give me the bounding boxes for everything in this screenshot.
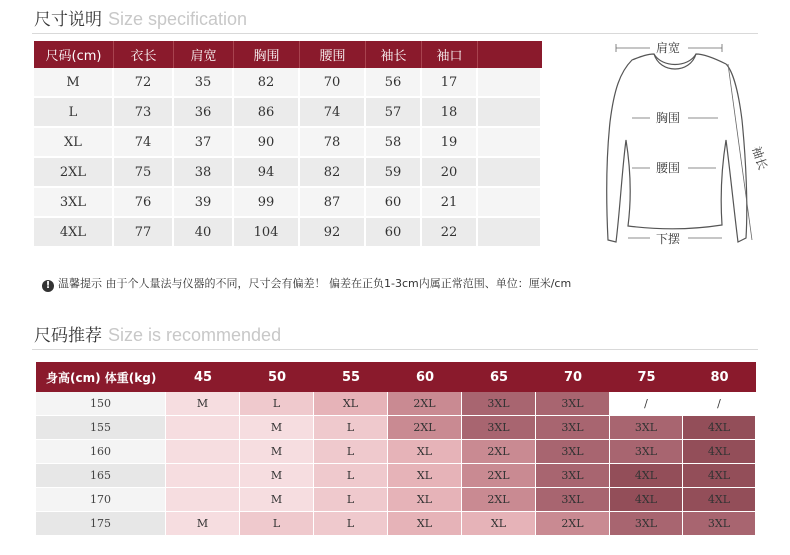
rec-height-cell: 175 [36, 512, 166, 536]
rec-size-cell: M [240, 464, 314, 488]
rec-size-cell: L [240, 512, 314, 536]
spec-value-cell: 36 [174, 98, 234, 128]
rec-weight-header: 80 [683, 362, 756, 392]
spec-header-cell: 衣长 [114, 41, 174, 68]
rec-size-cell: / [683, 392, 756, 416]
shirt-outline [607, 54, 747, 242]
rec-size-cell [166, 440, 240, 464]
rec-weight-header: 50 [240, 362, 314, 392]
rec-size-cell: 2XL [388, 392, 462, 416]
rec-size-cell: 2XL [536, 512, 610, 536]
spec-value-cell: 104 [234, 218, 300, 248]
spec-value-cell: 74 [114, 128, 174, 158]
spec-header-row [34, 41, 542, 68]
rec-size-cell: 3XL [610, 512, 683, 536]
spec-value-cell: 58 [366, 128, 422, 158]
spec-header-cell: 胸围 [234, 41, 300, 68]
spec-value-cell: 57 [366, 98, 422, 128]
rec-size-cell: 2XL [388, 416, 462, 440]
rec-size-cell: XL [314, 392, 388, 416]
rec-size-cell: 4XL [683, 488, 756, 512]
spec-header-cell: 袖口 [422, 41, 478, 68]
rec-size-cell [166, 488, 240, 512]
rec-size-cell: 3XL [536, 464, 610, 488]
rec-row [36, 440, 756, 464]
spec-value-cell: 19 [422, 128, 478, 158]
rec-size-cell: XL [388, 512, 462, 536]
rec-height-cell: 155 [36, 416, 166, 440]
spec-value-cell: 82 [234, 68, 300, 98]
rec-size-cell [166, 464, 240, 488]
rec-size-cell: 3XL [536, 488, 610, 512]
rec-size-cell: 3XL [462, 392, 536, 416]
size-recommend-title [34, 321, 281, 346]
rec-size-cell: M [240, 488, 314, 512]
rec-size-cell: M [166, 512, 240, 536]
rec-weight-header: 60 [388, 362, 462, 392]
spec-header-cell: 肩宽 [174, 41, 234, 68]
rec-height-cell: 150 [36, 392, 166, 416]
rec-size-cell: 3XL [610, 416, 683, 440]
spec-value-cell: 35 [174, 68, 234, 98]
spec-value-cell: 92 [300, 218, 366, 248]
rec-size-cell: 4XL [683, 464, 756, 488]
rec-size-cell: XL [388, 464, 462, 488]
rec-size-cell: XL [388, 440, 462, 464]
spec-value-cell: 18 [422, 98, 478, 128]
spec-value-cell: 75 [114, 158, 174, 188]
rec-size-cell: M [240, 440, 314, 464]
rec-weight-header: 55 [314, 362, 388, 392]
size-note [42, 275, 571, 292]
spec-value-cell: 94 [234, 158, 300, 188]
spec-header-cell: 袖长 [366, 41, 422, 68]
spec-value-cell: 38 [174, 158, 234, 188]
rec-size-cell [166, 416, 240, 440]
rec-size-cell: 2XL [462, 440, 536, 464]
rec-weight-header: 70 [536, 362, 610, 392]
diagram-label-hem: 下摆 [656, 232, 681, 246]
rec-size-cell: L [314, 464, 388, 488]
size-spec-title-cn: 尺寸说明 [34, 10, 102, 30]
size-spec-title [34, 5, 247, 30]
spec-value-cell: 17 [422, 68, 478, 98]
size-recommend-title-cn: 尺码推荐 [34, 326, 102, 346]
garment-diagram [570, 30, 770, 265]
spec-value-cell [478, 128, 542, 158]
rec-size-cell: 4XL [683, 440, 756, 464]
rec-weight-header: 65 [462, 362, 536, 392]
spec-value-cell: 74 [300, 98, 366, 128]
rec-size-cell: L [314, 512, 388, 536]
size-spec-table [34, 41, 542, 248]
rec-size-cell: M [166, 392, 240, 416]
rec-size-cell: 4XL [610, 488, 683, 512]
spec-value-cell [478, 218, 542, 248]
size-recommend-title-en: Size is recommended [108, 325, 282, 345]
spec-value-cell [478, 98, 542, 128]
rec-size-cell: L [314, 440, 388, 464]
spec-row [34, 158, 542, 188]
rec-size-cell: 4XL [683, 416, 756, 440]
rec-height-cell: 170 [36, 488, 166, 512]
rec-size-cell: 4XL [610, 464, 683, 488]
spec-row [34, 68, 542, 98]
diagram-label-sleeve: 袖长 [749, 144, 770, 172]
rec-row [36, 416, 756, 440]
diagram-label-shoulder: 肩宽 [656, 41, 681, 55]
spec-row [34, 98, 542, 128]
spec-header-cell: 尺码(cm) [34, 41, 114, 68]
spec-value-cell: 22 [422, 218, 478, 248]
exclamation-icon: ! [42, 280, 54, 292]
rec-size-cell: 2XL [462, 488, 536, 512]
rec-height-cell: 165 [36, 464, 166, 488]
spec-header-cell [478, 41, 542, 68]
rec-size-cell: L [314, 488, 388, 512]
rec-size-cell: 3XL [683, 512, 756, 536]
spec-value-cell: 60 [366, 218, 422, 248]
spec-size-cell: 4XL [34, 218, 114, 248]
spec-value-cell: 59 [366, 158, 422, 188]
rec-size-cell: 3XL [610, 440, 683, 464]
spec-value-cell: 56 [366, 68, 422, 98]
spec-value-cell [478, 158, 542, 188]
rec-size-cell: 2XL [462, 464, 536, 488]
rec-size-cell: 3XL [462, 416, 536, 440]
rec-header-row [36, 362, 756, 392]
spec-value-cell: 72 [114, 68, 174, 98]
spec-size-cell: L [34, 98, 114, 128]
rec-weight-header: 45 [166, 362, 240, 392]
spec-value-cell: 20 [422, 158, 478, 188]
rec-weight-header: 75 [610, 362, 683, 392]
rec-size-cell: XL [462, 512, 536, 536]
spec-value-cell: 82 [300, 158, 366, 188]
rec-size-cell: L [314, 416, 388, 440]
spec-value-cell: 70 [300, 68, 366, 98]
diagram-label-chest: 胸围 [656, 111, 681, 125]
rec-size-cell: 3XL [536, 416, 610, 440]
rec-row [36, 464, 756, 488]
rec-size-cell: M [240, 416, 314, 440]
spec-value-cell [478, 68, 542, 98]
size-recommend-table [36, 362, 756, 536]
spec-header-cell: 腰围 [300, 41, 366, 68]
spec-value-cell: 77 [114, 218, 174, 248]
rec-corner-header: 身高(cm) 体重(kg) [36, 362, 166, 392]
spec-size-cell: 2XL [34, 158, 114, 188]
spec-value-cell: 99 [234, 188, 300, 218]
rec-size-cell: 3XL [536, 392, 610, 416]
rec-height-cell: 160 [36, 440, 166, 464]
rec-size-cell: L [240, 392, 314, 416]
spec-value-cell: 60 [366, 188, 422, 218]
spec-value-cell: 86 [234, 98, 300, 128]
spec-value-cell: 90 [234, 128, 300, 158]
rec-row [36, 392, 756, 416]
spec-size-cell: 3XL [34, 188, 114, 218]
spec-size-cell: M [34, 68, 114, 98]
diagram-label-waist: 腰围 [656, 161, 681, 175]
rec-size-cell: 3XL [536, 440, 610, 464]
spec-row [34, 188, 542, 218]
spec-value-cell: 37 [174, 128, 234, 158]
size-note-text: 温馨提示 由于个人量法与仪器的不同，尺寸会有偏差！ 偏差在正负1-3cm内属正常范围、单位：厘米/cm [58, 277, 572, 290]
spec-value-cell: 73 [114, 98, 174, 128]
rec-row [36, 488, 756, 512]
section-divider [32, 349, 758, 350]
spec-value-cell [478, 188, 542, 218]
rec-row [36, 512, 756, 536]
rec-size-cell: / [610, 392, 683, 416]
rec-size-cell: XL [388, 488, 462, 512]
spec-value-cell: 76 [114, 188, 174, 218]
spec-value-cell: 40 [174, 218, 234, 248]
spec-value-cell: 78 [300, 128, 366, 158]
size-spec-title-en: Size specification [108, 9, 248, 29]
spec-row [34, 218, 542, 248]
spec-value-cell: 87 [300, 188, 366, 218]
spec-row [34, 128, 542, 158]
spec-value-cell: 39 [174, 188, 234, 218]
spec-size-cell: XL [34, 128, 114, 158]
spec-value-cell: 21 [422, 188, 478, 218]
